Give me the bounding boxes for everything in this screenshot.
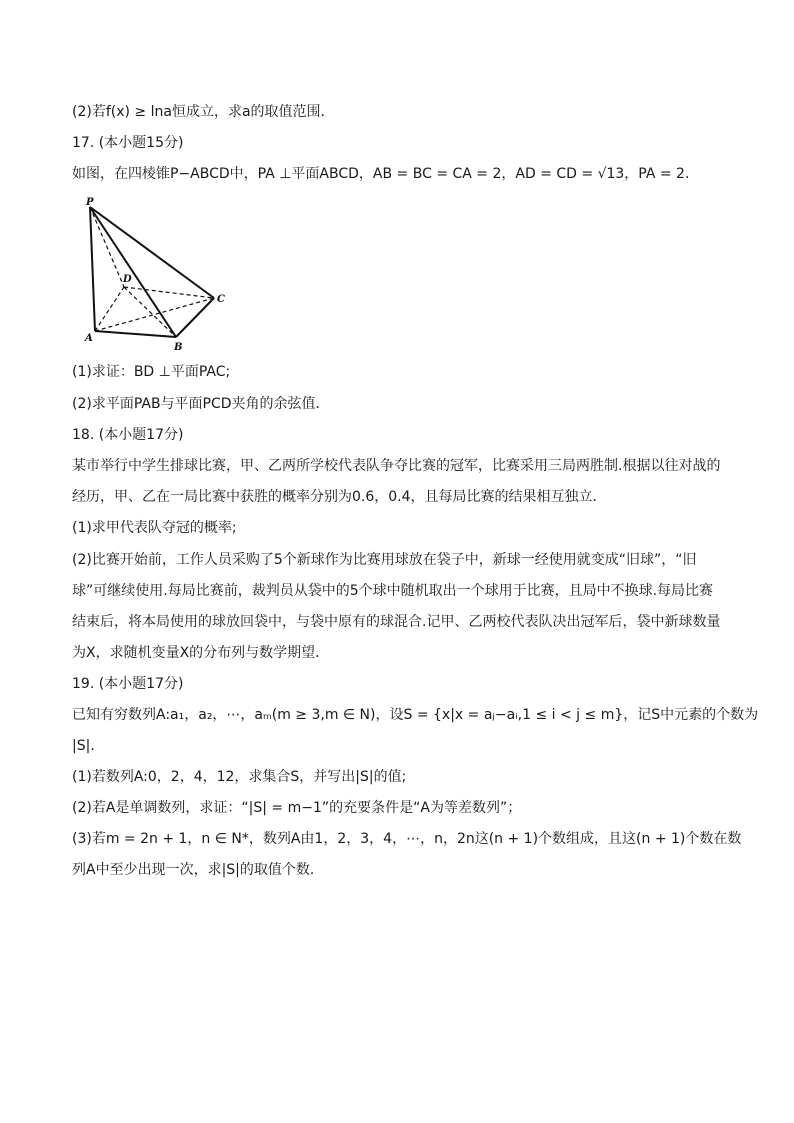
q18-stem-line1: 某市举行中学生排球比赛，甲、乙两所学校代表队争夺比赛的冠军，比赛采用三局两胜制.根据以往对战的: [72, 458, 721, 474]
vertex-label-b: B: [174, 342, 183, 353]
q18-part2-line1: (2)比赛开始前，工作人员采购了5个新球作为比赛用球放在袋子中，新球一经使用就变成“旧球”，“旧: [72, 552, 697, 568]
vertex-label-c: C: [217, 294, 225, 305]
q17-heading: 17. (本小题15分): [72, 135, 184, 151]
q17-part1: (1)求证：BD ⊥平面PAC;: [72, 364, 231, 380]
q18-stem-line2: 经历，甲、乙在一局比赛中获胜的概率分别为0.6，0.4，且每局比赛的结果相互独立．: [72, 489, 607, 505]
q18-heading: 18. (本小题17分): [72, 427, 184, 443]
q19-stem-line1: 已知有穷数列A:a₁，a₂，⋯，aₘ(m ≥ 3,m ∈ N)，设S = {x|x = aⱼ−aᵢ,1 ≤ i < j ≤ m}，记S中元素的个数为: [72, 707, 759, 723]
pyramid-figure: [80, 195, 240, 355]
vertex-label-a: A: [85, 333, 93, 344]
q19-part3-line2: 列A中至少出现一次，求|S|的取值个数．: [72, 862, 324, 878]
q19-part2: (2)若A是单调数列，求证：“|S| = m−1”的充要条件是“A为等差数列”；: [72, 800, 522, 816]
q19-part1: (1)若数列A:0，2，4，12，求集合S，并写出|S|的值;: [72, 769, 407, 785]
q19-heading: 19. (本小题17分): [72, 676, 184, 692]
q19-part3-line1: (3)若m = 2n + 1，n ∈ N*，数列A由1，2，3，4，⋯，n，2n这(n + 1)个数组成，且这(n + 1)个数在数: [72, 831, 742, 847]
q18-part2-line4: 为X，求随机变量X的分布列与数学期望．: [72, 645, 330, 661]
q18-part2-line2: 球”可继续使用.每局比赛前，裁判员从袋中的5个球中随机取出一个球用于比赛，且局中不换球.每局比赛: [72, 583, 714, 599]
q18-part1: (1)求甲代表队夺冠的概率;: [72, 520, 237, 536]
q16-part2: (2)若f(x) ≥ lna恒成立，求a的取值范围．: [72, 104, 335, 120]
vertex-label-p: P: [86, 197, 94, 208]
q18-part2-line3: 结束后，将本局使用的球放回袋中，与袋中原有的球混合.记甲、乙两校代表队决出冠军后，袋中新球数量: [72, 614, 721, 630]
q19-stem-line2: |S|．: [72, 738, 105, 754]
vertex-label-d: D: [123, 274, 132, 285]
q17-stem: 如图，在四棱锥P−ABCD中，PA ⊥平面ABCD，AB = BC = CA = 2，AD = CD = √13，PA = 2．: [72, 166, 699, 182]
q17-part2: (2)求平面PAB与平面PCD夹角的余弦值．: [72, 396, 330, 412]
